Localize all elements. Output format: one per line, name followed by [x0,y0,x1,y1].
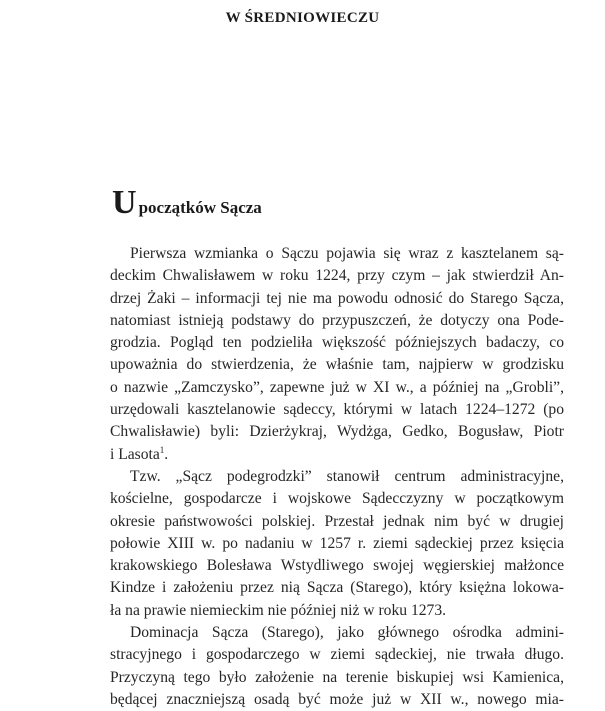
text-line: grodzia. Pogląd ten podzieliła większość późniejszych badaczy, co [110,334,564,352]
text-line: deckim Chwalisławem w roku 1224, przy czym – jak stwierdził An- [110,267,564,285]
running-head: W ŚREDNIOWIECZU [225,10,380,26]
text-line: kościelne, gospodarcze i wojskowe Sądecczyzny w początkowym [110,490,564,508]
text-line: krakowskiego Bolesława Wstydliwego swojej węgierskiej małżonce [110,557,564,575]
text-line: Tzw. „Sącz podegrodzki” stanowił centrum administracyjne, [130,467,564,485]
text-line: o nazwie „Zamczysko”, zapewne już w XI w., a później na „Grobli”, [110,378,564,396]
text-line: Dominacja Sącza (Starego), jako głównego ośrodka admini- [130,624,564,642]
text-line: Przyczyną tego było założenie na terenie biskupiej wsi Kamienica, [110,668,564,686]
text-line: Kindze i założeniu przez nią Sącza (Starego), który księżna lokowa- [110,579,564,597]
text-line: okresie państwowości polskiej. Przestał jednak nim być w drugiej [110,512,564,530]
text-line: upoważnia do stwierdzenia, że właśnie tam, najpierw w grodzisku [110,356,564,374]
text-fragment: i Lasota [110,445,160,463]
text-line: urzędowali kasztelanowie sądeccy, którymi w latach 1224–1272 (po [110,401,564,419]
text-fragment: . [164,445,169,463]
section-title-text: początków Sącza [138,198,262,217]
text-line: natomiast istnieją podstawy do przypuszczeń, że dotyczy ona Pode- [110,311,564,329]
footnote-reference[interactable]: 1 [159,444,165,455]
text-line: Pierwsza wzmianka o Sączu pojawia się wraz z kasztelanem są- [130,245,564,262]
body-text [110,243,564,711]
text-line: połowie XIII w. po nadaniu w 1257 r. ziemi sądeckiej przez księcia [110,534,564,552]
text-line: ła na prawie niemieckim nie później niż w roku 1273. [110,601,447,619]
text-line: drzej Żaki – informacji tej nie ma powodu odnosić do Starego Sącza, [110,289,564,307]
text-line: będącej znaczniejszą osadą być może już w XII w., nowego mia- [110,690,564,708]
section-title [112,186,262,220]
text-line [110,444,564,466]
text-line: stracyjnego i gospodarczego w ziemi sądeckiej, nie trwała długo. [110,646,564,664]
text-line: Chwalisławie) byli: Dzierżykraj, Wydżga, Gedko, Bogusław, Piotr [110,423,564,441]
section-title-initial: U [112,184,137,221]
